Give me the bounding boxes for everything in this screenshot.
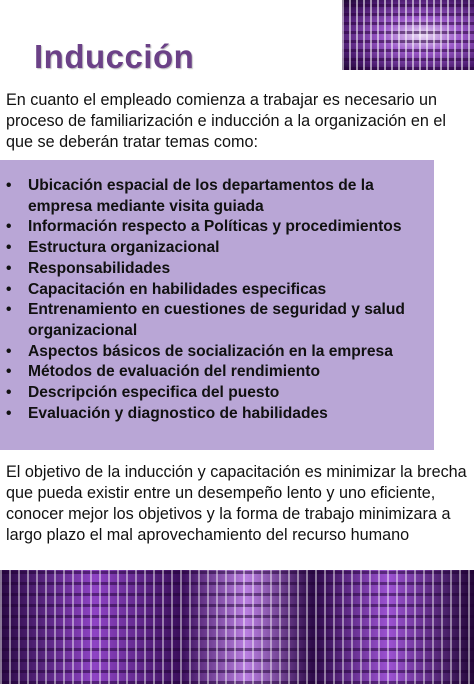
topics-list <box>0 160 434 424</box>
bullet-icon: • <box>6 177 12 194</box>
list-item <box>0 362 434 383</box>
bottom-decorative-pattern <box>0 570 474 684</box>
bullet-icon: • <box>6 218 12 236</box>
list-item <box>0 300 434 341</box>
page-title: Inducción <box>34 38 195 75</box>
list-item <box>0 280 434 301</box>
list-item-text: Responsabilidades <box>28 259 171 277</box>
closing-paragraph: El objetivo de la inducción y capacitación es minimizar la brecha que pueda existir entre un desempeño lento y uno eficiente, conocer mejor los objetivos y la forma de trabajo minimizara a largo plazo el mal aprovechamiento del recurso humano <box>6 463 467 544</box>
bullet-icon: • <box>6 363 12 381</box>
bullet-icon: • <box>6 342 12 360</box>
list-item-text: Capacitación en habilidades especificas <box>28 280 327 298</box>
list-item-text: Evaluación y diagnostico de habilidades <box>28 404 328 422</box>
list-item <box>0 383 434 404</box>
bullet-icon: • <box>6 404 12 422</box>
list-item-text: Información respecto a Políticas y procedimientos <box>28 218 402 236</box>
intro-paragraph: En cuanto el empleado comienza a trabajar es necesario un proceso de familiarización e inducción a la organización en el que se deberán tratar temas como: <box>6 91 447 151</box>
list-item <box>0 217 434 238</box>
bullet-icon: • <box>6 259 12 277</box>
list-item-text: Entrenamiento en cuestiones de seguridad y salud organizacional <box>28 301 405 339</box>
list-item <box>0 342 434 363</box>
list-item-text: Ubicación espacial de los departamentos de la empresa mediante visita guiada <box>28 177 374 215</box>
list-item-text: Aspectos básicos de socialización en la empresa <box>28 342 393 360</box>
list-item <box>0 259 434 280</box>
list-item-text: Métodos de evaluación del rendimiento <box>28 363 321 381</box>
bullet-icon: • <box>6 239 12 257</box>
bullet-icon: • <box>6 384 12 402</box>
corner-decorative-pattern <box>342 0 474 70</box>
list-item <box>0 176 434 217</box>
list-item-text: Descripción especifica del puesto <box>28 384 280 402</box>
topics-box <box>0 160 434 450</box>
list-item <box>0 238 434 259</box>
list-item <box>0 404 434 425</box>
bullet-icon: • <box>6 301 12 319</box>
list-item-text: Estructura organizacional <box>28 239 220 257</box>
bullet-icon: • <box>6 280 12 298</box>
